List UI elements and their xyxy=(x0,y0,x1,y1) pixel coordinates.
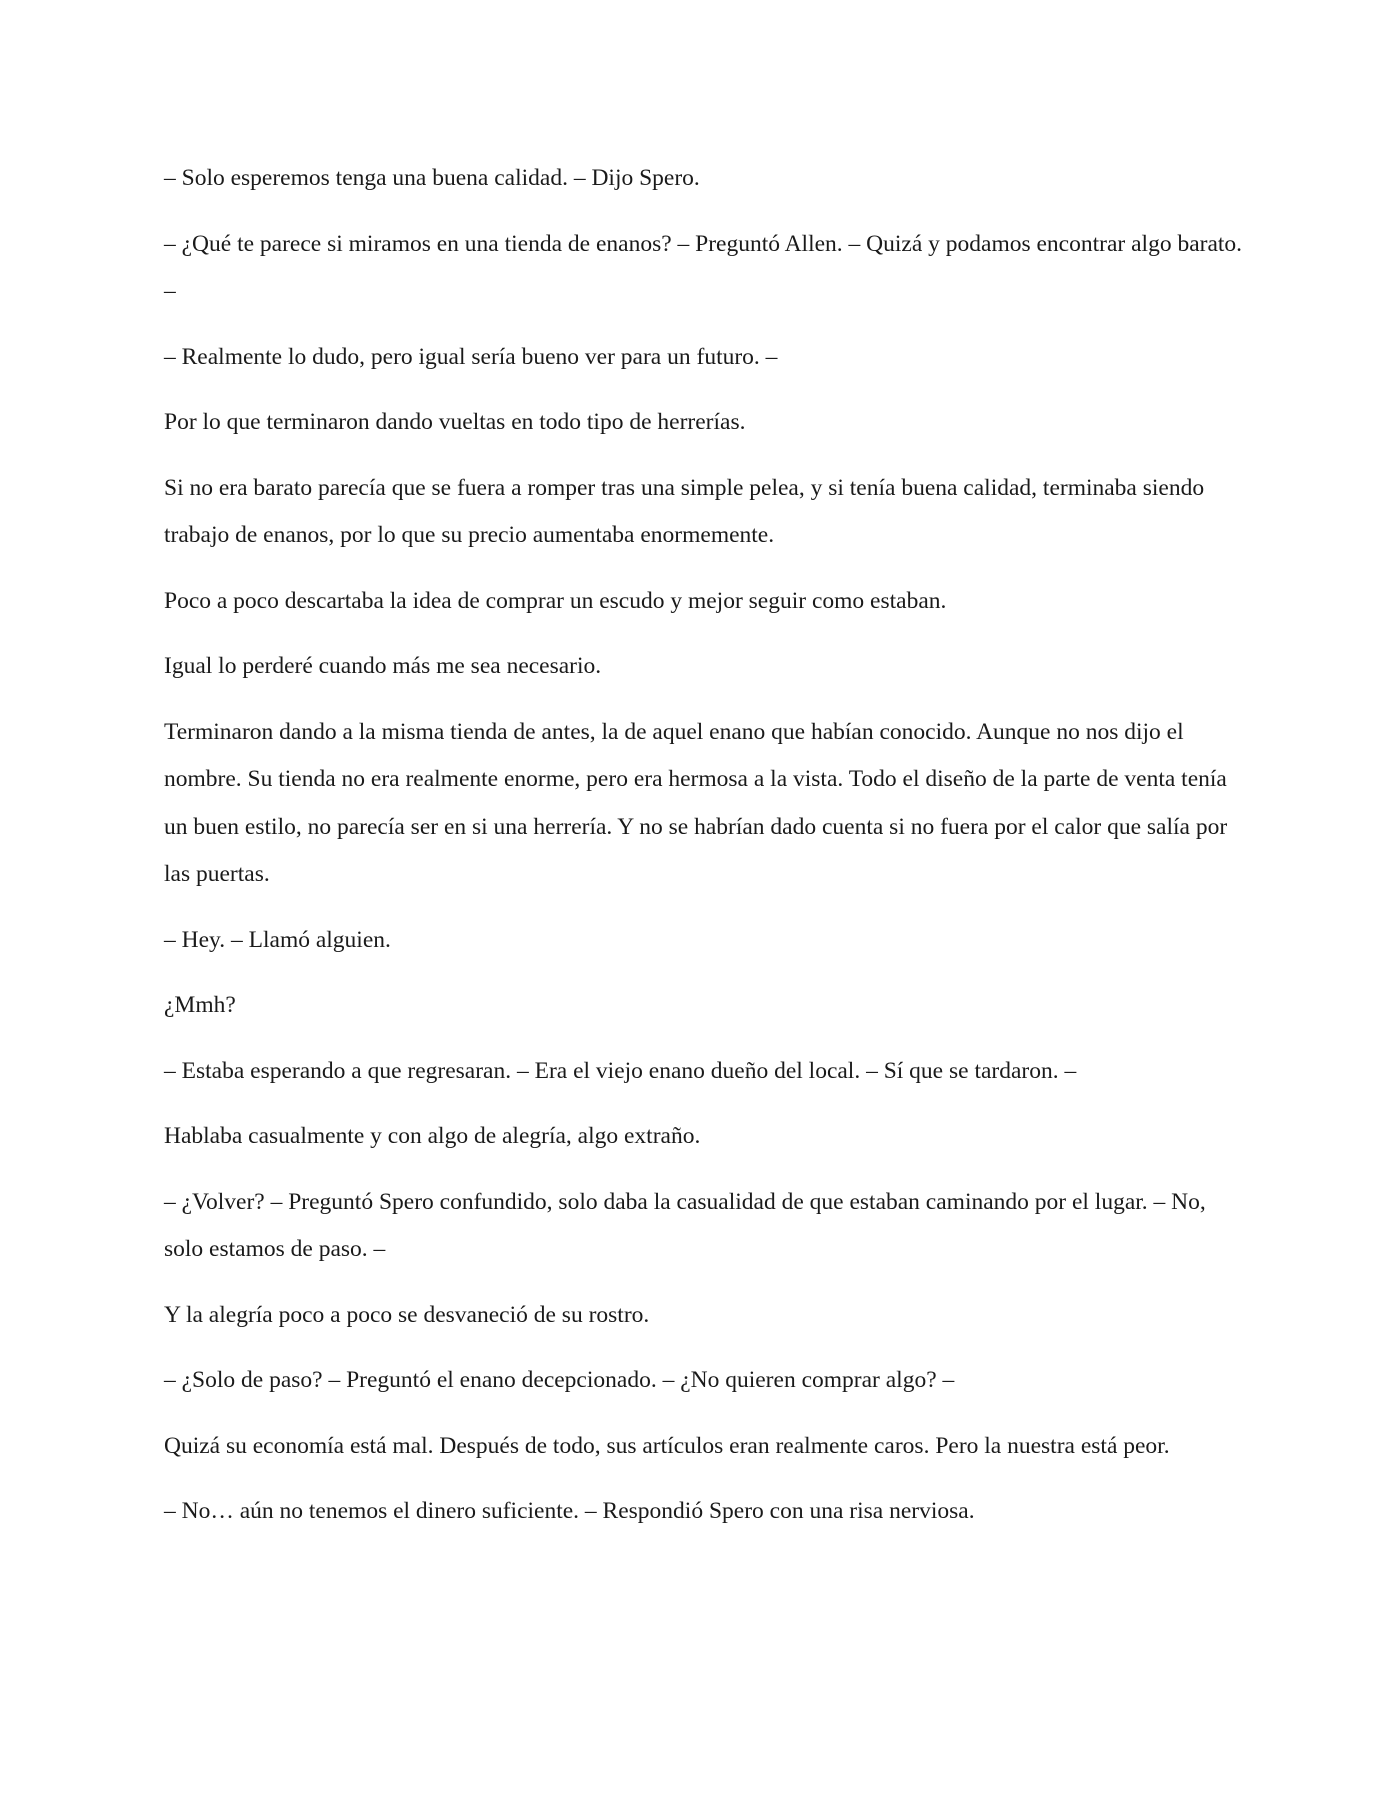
paragraph: Quizá su economía está mal. Después de todo, sus artículos eran realmente caros. Pero la nuestra está peor. xyxy=(164,1432,1170,1459)
paragraph: – Realmente lo dudo, pero igual sería bueno ver para un futuro. – xyxy=(164,343,778,370)
paragraph: Terminaron dando a la misma tienda de antes, la de aquel enano que habían conocido. Aunque no nos dijo el nombre. Su tienda no era realmente enorme, pero era hermosa a la vista. Todo el diseño de la parte de venta tenía un buen estilo, no parecía ser en si una herrería. Y no se habrían dado cuenta si no fuera por el calor que salía por las puertas. xyxy=(164,718,1228,887)
paragraph: – ¿Qué te parece si miramos en una tienda de enanos? – Preguntó Allen. – Quizá y podamos encontrar algo barato. – xyxy=(164,230,1243,304)
paragraph: – ¿Volver? – Preguntó Spero confundido, solo daba la casualidad de que estaban caminando por el lugar. – No, solo estamos de paso. – xyxy=(164,1188,1206,1262)
paragraph: Igual lo perderé cuando más me sea necesario. xyxy=(164,653,602,679)
paragraph: – Estaba esperando a que regresaran. – Era el viejo enano dueño del local. – Sí que se tardaron. – xyxy=(164,1057,1077,1084)
paragraph: – No… aún no tenemos el dinero suficiente. – Respondió Spero con una risa nerviosa. xyxy=(164,1498,975,1524)
paragraph: Y la alegría poco a poco se desvaneció de su rostro. xyxy=(164,1301,650,1328)
paragraph: – ¿Solo de paso? – Preguntó el enano decepcionado. – ¿No quieren comprar algo? – xyxy=(164,1367,955,1393)
document-page xyxy=(164,155,1244,1554)
paragraph: – Hey. – Llamó alguien. xyxy=(164,926,391,953)
paragraph: ¿Mmh? xyxy=(164,992,236,1018)
paragraph: – Solo esperemos tenga una buena calidad. – Dijo Spero. xyxy=(164,165,700,191)
paragraph: Por lo que terminaron dando vueltas en todo tipo de herrerías. xyxy=(164,409,746,435)
paragraph: Hablaba casualmente y con algo de alegría, algo extraño. xyxy=(164,1123,701,1149)
paragraph: Poco a poco descartaba la idea de comprar un escudo y mejor seguir como estaban. xyxy=(164,587,947,614)
paragraph: Si no era barato parecía que se fuera a romper tras una simple pelea, y si tenía buena calidad, terminaba siendo trabajo de enanos, por lo que su precio aumentaba enormemente. xyxy=(164,474,1205,548)
